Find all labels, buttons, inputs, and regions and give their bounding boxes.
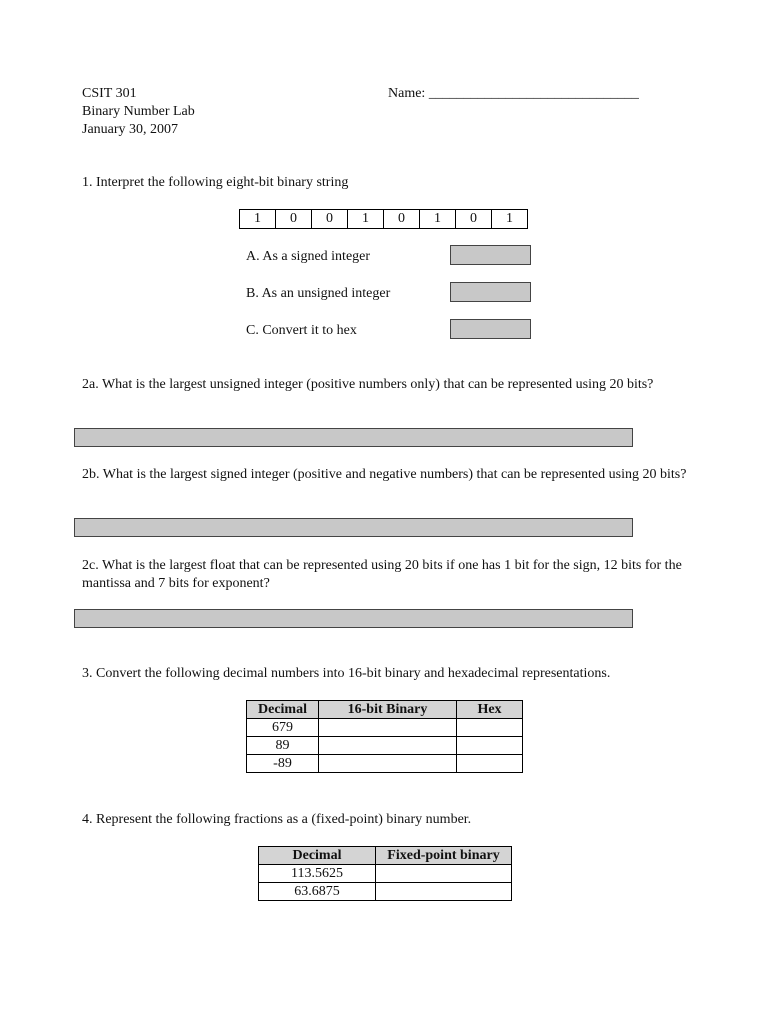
table-row [247, 755, 523, 773]
bit-cell: 1 [348, 210, 384, 228]
q3-prompt: 3. Convert the following decimal numbers into 16-bit binary and hexadecimal representations. [82, 666, 611, 681]
col-header-decimal: Decimal [259, 847, 376, 865]
bit-cell: 1 [506, 211, 513, 226]
hex-answer-cell[interactable] [457, 755, 523, 773]
bit-cell: 0 [384, 210, 420, 228]
bit-cell: 0 [312, 210, 348, 228]
bit-cell: 0 [456, 210, 492, 228]
table-header-row [247, 701, 523, 719]
table-row [259, 865, 512, 883]
decimal-cell: -89 [247, 755, 319, 773]
table-row [247, 737, 523, 755]
col-header-fixed-point: Fixed-point binary [376, 847, 512, 865]
q2b-answer-box[interactable] [74, 518, 633, 537]
q1-prompt: 1. Interpret the following eight-bit binary string [82, 175, 349, 190]
q1c-label: C. Convert it to hex [246, 323, 357, 338]
binary-answer-cell[interactable] [319, 737, 457, 755]
q2c-prompt: 2c. What is the largest float that can be represented using 20 bits if one has 1 bit for the sign, 12 bits for the mantissa and 7 bits for exponent? [82, 558, 682, 591]
table-row [259, 883, 512, 901]
binary-string [239, 209, 528, 229]
q1b-answer-box[interactable] [450, 282, 531, 302]
q1a-answer-box[interactable] [450, 245, 531, 265]
col-header-decimal: Decimal [247, 701, 319, 719]
lab-title: Binary Number Lab [82, 104, 195, 119]
fixed-point-answer-cell[interactable] [376, 865, 512, 883]
name-field[interactable]: Name: ______________________________ [388, 86, 639, 101]
bit-cell: 0 [276, 210, 312, 228]
table-header-row [259, 847, 512, 865]
q2a-answer-box[interactable] [74, 428, 633, 447]
q1c-answer-box[interactable] [450, 319, 531, 339]
decimal-cell: 89 [247, 737, 319, 755]
hex-answer-cell[interactable] [457, 719, 523, 737]
decimal-cell: 679 [247, 719, 319, 737]
binary-answer-cell[interactable] [319, 755, 457, 773]
q2a-prompt: 2a. What is the largest unsigned integer (positive numbers only) that can be represented using 20 bits? [82, 377, 654, 392]
q3-table [246, 700, 523, 773]
q1b-label: B. As an unsigned integer [246, 286, 391, 301]
binary-answer-cell[interactable] [319, 719, 457, 737]
bit-cell: 1 [420, 210, 456, 228]
hex-answer-cell[interactable] [457, 737, 523, 755]
fixed-point-answer-cell[interactable] [376, 883, 512, 901]
q2c-answer-box[interactable] [74, 609, 633, 628]
q2b-prompt: 2b. What is the largest signed integer (positive and negative numbers) that can be represented using 20 bits? [82, 467, 687, 482]
col-header-binary: 16-bit Binary [319, 701, 457, 719]
q4-table [258, 846, 512, 901]
q4-prompt: 4. Represent the following fractions as a (fixed-point) binary number. [82, 812, 472, 827]
decimal-cell: 113.5625 [259, 865, 376, 883]
course-code: CSIT 301 [82, 86, 137, 101]
bit-cell: 1 [240, 210, 276, 228]
q1a-label: A. As a signed integer [246, 249, 371, 264]
lab-date: January 30, 2007 [82, 122, 179, 137]
table-row [247, 719, 523, 737]
col-header-hex: Hex [457, 701, 523, 719]
decimal-cell: 63.6875 [259, 883, 376, 901]
